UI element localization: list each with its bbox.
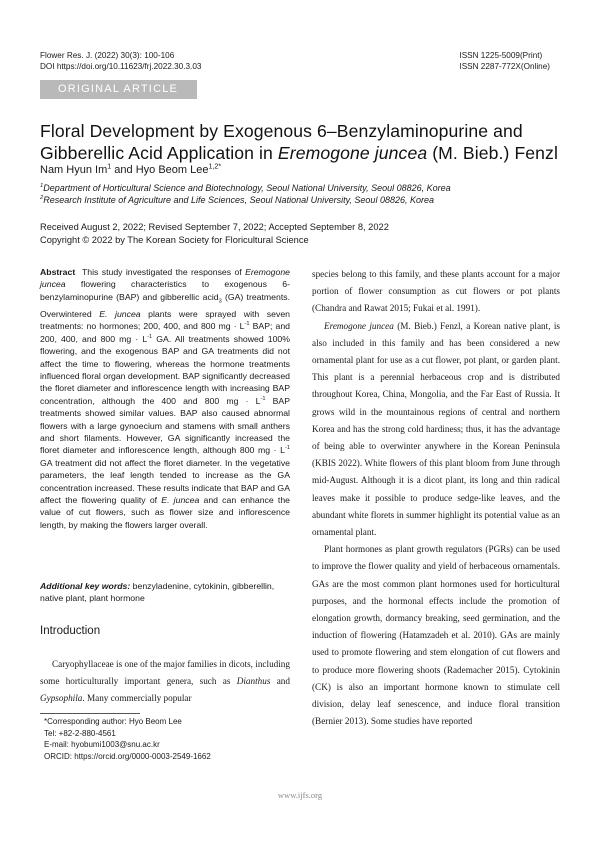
abstract-text: This study investigated the responses of	[81, 267, 246, 277]
abstract-text: and can enhance the value of cut flowers, such as flower size and inflorescence length, by making the flowers larger overall.	[40, 495, 290, 530]
abstract-species: E. juncea	[99, 308, 141, 319]
issn-online: ISSN 2287-772X(Online)	[459, 62, 550, 71]
keywords-label: Additional key words:	[40, 581, 131, 591]
abstract-superscript: -1	[260, 395, 266, 402]
author-orcid[interactable]: ORCID: https://orcid.org/0000-0003-2549-1662	[44, 751, 211, 761]
author-name: Nam Hyun Im	[40, 164, 108, 176]
abstract-subscript: 3	[218, 298, 222, 305]
author-email[interactable]: E-mail: hyobumi1003@snu.ac.kr	[44, 740, 160, 749]
footnote-divider	[40, 713, 140, 714]
affiliation-text: Research Institute of Agriculture and Life Sciences, Seoul National University, Seoul 08826, Korea	[43, 195, 434, 205]
article-type-badge: ORIGINAL ARTICLE	[40, 80, 197, 99]
author-phone: Tel: +82-2-880-4561	[44, 728, 116, 738]
author-conjunction: and	[111, 164, 136, 176]
journal-citation: Flower Res. J. (2022) 30(3): 100-106	[40, 51, 175, 60]
intro-text: and	[270, 676, 290, 687]
journal-header	[40, 50, 201, 72]
affiliation-mark: 1	[40, 183, 44, 189]
abstract-text: (GA) treatments. Overwintered	[40, 291, 290, 319]
title-text-1: Floral Development by Exogenous 6–Benzylaminopurine and Gibberellic Acid Application in	[40, 121, 523, 163]
genus-name: Gypsophila	[40, 693, 83, 704]
issn-print: ISSN 1225-5009(Print)	[459, 51, 543, 60]
abstract	[40, 266, 290, 531]
abstract-superscript: -1	[284, 445, 290, 452]
abstract-superscript: -1	[244, 321, 250, 328]
abstract-superscript: -1	[147, 333, 153, 340]
body-text: (M. Bieb.) Fenzl, a Korean native plant, is also included in this family and has been considered a new ornamental plant for use as a cut flower, pot plant, or garden plant. This plant is a perennial herbaceous crop and is distributed throughout Korea, China, Mongolia, and the Far East of Russia. It grows wild in the mountainous regions of central and northern Korea and has the strong cold hardiness; thus, it has the advantage of being able to overwinter anywhere in the Korean Peninsula (KBIS 2022). White flowers of this plant bloom from June through mid-August. Although it is a dicot plant, its long and thin radical leaves make it possible to produce sedge-like leaves, and the abundant white florets in summer highlight its potential value as an ornamental plant.	[312, 320, 560, 538]
abstract-text: GA. All treatments showed 100% flowering, and the exogenous BAP and GA treatments did not affect the time to flowering, whereas the hormone treatments influenced floral organ development. BAP significantly decreased the floret diameter and inflorescence length with increasing BAP concentration, although the 400 and 800 mg · L	[40, 333, 290, 406]
abstract-text: plants were sprayed with seven treatments: no hormones; 200, 400, and 800 mg · L	[40, 308, 290, 332]
intro-text: Caryophyllaceae is one of the major families in dicots, including some horticulturally important genera, such as	[40, 659, 290, 687]
intro-text: . Many commercially popular	[82, 693, 192, 704]
author-name: Hyo Beom Lee	[135, 164, 209, 176]
abstract-text: BAP; and 200, 400, and 800 mg · L	[40, 321, 290, 344]
abstract-text: flowering characteristics to exogenous 6-benzylaminopurine (BAP) and gibberellic acid	[40, 279, 290, 302]
body-paragraph: Plant hormones as plant growth regulators (PGRs) can be used to improve the flower quality and yield of herbaceous ornamentals. GAs are the most common plant hormones used for horticultural purposes, and the hormonal effects include the promotion of elongation growth, dormancy breaking, seed germination, and the induction of flowering (Hatamzadeh et al. 2010). GAs are mainly used to promote flowering and stem elongation of cut flowers and to produce more flowering shoots (Rademacher 2015). Cytokinin (CK) is also an important hormone known to stimulate cell division, delay leaf senescence, and induce floral transition (Bernier 2013). Some studies have reported	[312, 544, 560, 727]
title-text-2: (M. Bieb.) Fenzl	[427, 143, 558, 163]
issn-block	[459, 50, 550, 72]
author-list	[40, 164, 221, 176]
species-name: Eremogone juncea	[324, 320, 394, 331]
author-affiliation-mark: 1,2*	[208, 162, 222, 171]
body-paragraph	[312, 318, 560, 542]
abstract-species: E. juncea	[161, 495, 200, 506]
abstract-text: BAP treatments showed similar values. BAP also caused abnormal flowers with a large gynoecium and stamens with small anthers and short filaments. However, GA significantly increased the floret diameter and inflorescence length, although 800 mg · L	[40, 395, 290, 456]
affiliation-2	[40, 195, 434, 206]
affiliation-text: Department of Horticultural Science and Biotechnology, Seoul National University, Seoul 08826, Korea	[43, 183, 451, 193]
publication-dates	[40, 221, 389, 247]
copyright-notice: Copyright © 2022 by The Korean Society for Floricultural Science	[40, 235, 309, 245]
genus-name: Dianthus	[236, 676, 271, 687]
title-species: Eremogone juncea	[277, 143, 428, 163]
affiliation-mark: 2	[40, 195, 44, 201]
paper-title	[40, 120, 565, 164]
introduction-paragraph	[40, 656, 290, 708]
keywords-text: benzyladenine, cytokinin, gibberellin, native plant, plant hormone	[40, 581, 275, 604]
section-heading-introduction: Introduction	[40, 625, 101, 637]
right-column	[312, 266, 560, 730]
correspondence-footnote	[44, 716, 211, 762]
keywords	[40, 580, 290, 605]
doi-link[interactable]: DOI https://doi.org/10.11623/frj.2022.30.3.03	[40, 62, 202, 71]
author-affiliation-mark: 1	[107, 162, 112, 171]
received-dates: Received August 2, 2022; Revised September 7, 2022; Accepted September 8, 2022	[40, 222, 389, 232]
affiliation-1	[40, 183, 451, 194]
abstract-label: Abstract	[40, 267, 76, 277]
journal-url[interactable]: www.ijfs.org	[277, 790, 323, 800]
body-paragraph: species belong to this family, and these plants account for a major portion of flower consumption as cut flowers or pot plants (Chandra and Rawat 2015; Fukai et al. 1991).	[312, 269, 560, 314]
abstract-text: GA treatment did not affect the floret diameter. In the vegetative parameters, the leaf length tended to increase as the GA concentration increased. These results indicate that BAP and GA affect the flowering quality of	[40, 457, 290, 506]
corresponding-author: *Corresponding author: Hyo Beom Lee	[44, 717, 182, 726]
abstract-species: Eremogone juncea	[40, 267, 290, 290]
